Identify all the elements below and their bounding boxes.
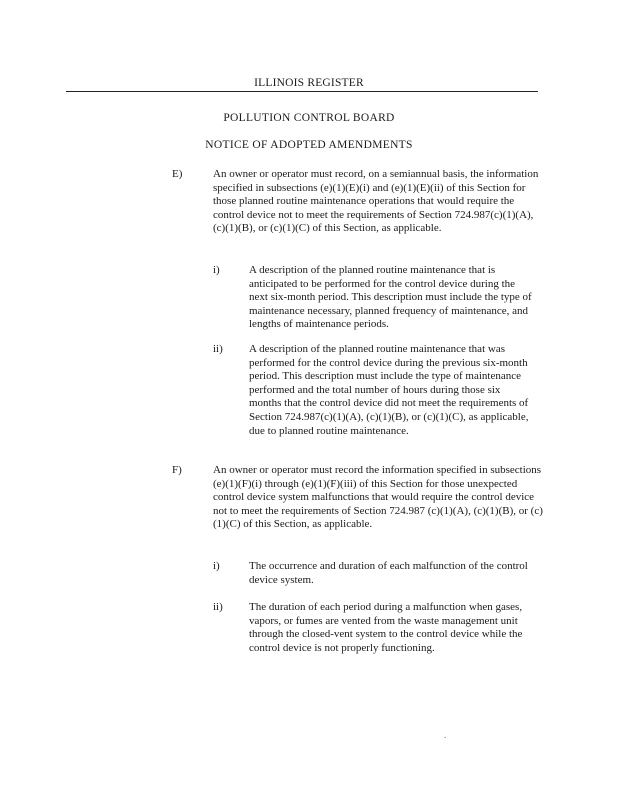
header-rule bbox=[66, 91, 538, 92]
notice-heading: NOTICE OF ADOPTED AMENDMENTS bbox=[205, 139, 413, 151]
paragraph-E-i-label: i) bbox=[213, 264, 220, 276]
paragraph-E-text: An owner or operator must record, on a semiannual basis, the information specified in subsections (e)(1)(E)(i) and (e)(1)(E)(ii) of this Section for those planned routine maintenance operations that would require the control device not to meet the requirements of Section 724.987(c)(1)(A), (c)(1)(B), or (c)(1)(C) of this Section, as applicable. bbox=[213, 168, 539, 235]
board-heading: POLLUTION CONTROL BOARD bbox=[223, 112, 395, 124]
paragraph-F-text: An owner or operator must record the information specified in subsections (e)(1)(F)(i) through (e)(1)(F)(iii) of this Section for those unexpected control device system malfunctions that would require the control device not to meet the requirements of Section 724.987 (c)(1)(A), (c)(1)(B), or (c)(1)(C) of this Section, as applicable. bbox=[213, 464, 543, 531]
paragraph-E-ii-label: ii) bbox=[213, 343, 223, 355]
paragraph-E-i-text: A description of the planned routine maintenance that is anticipated to be performed for the control device during the next six-month period. This description must include the type of maintenance necessary, planned frequency of maintenance, and lengths of maintenance periods. bbox=[249, 264, 532, 331]
stray-mark: . bbox=[444, 730, 447, 740]
paragraph-F-ii-label: ii) bbox=[213, 601, 223, 613]
paragraph-E-label: E) bbox=[172, 168, 183, 180]
register-title: ILLINOIS REGISTER bbox=[254, 77, 364, 89]
paragraph-F-i-text: The occurrence and duration of each malfunction of the control device system. bbox=[249, 560, 528, 586]
paragraph-F-label: F) bbox=[172, 464, 182, 476]
paragraph-F-ii-text: The duration of each period during a malfunction when gases, vapors, or fumes are vented from the waste management unit through the closed-vent system to the control device while the control device is not properly functioning. bbox=[249, 601, 523, 654]
paragraph-E-ii-text: A description of the planned routine maintenance that was performed for the control device during the previous six-month period. This description must include the type of maintenance performed and the total number of hours during those six months that the control device did not meet the requirements of Section 724.987(c)(1)(A), (c)(1)(B), or (c)(1)(C), as applicable, due to planned routine maintenance. bbox=[249, 343, 529, 437]
paragraph-F-i-label: i) bbox=[213, 560, 220, 572]
